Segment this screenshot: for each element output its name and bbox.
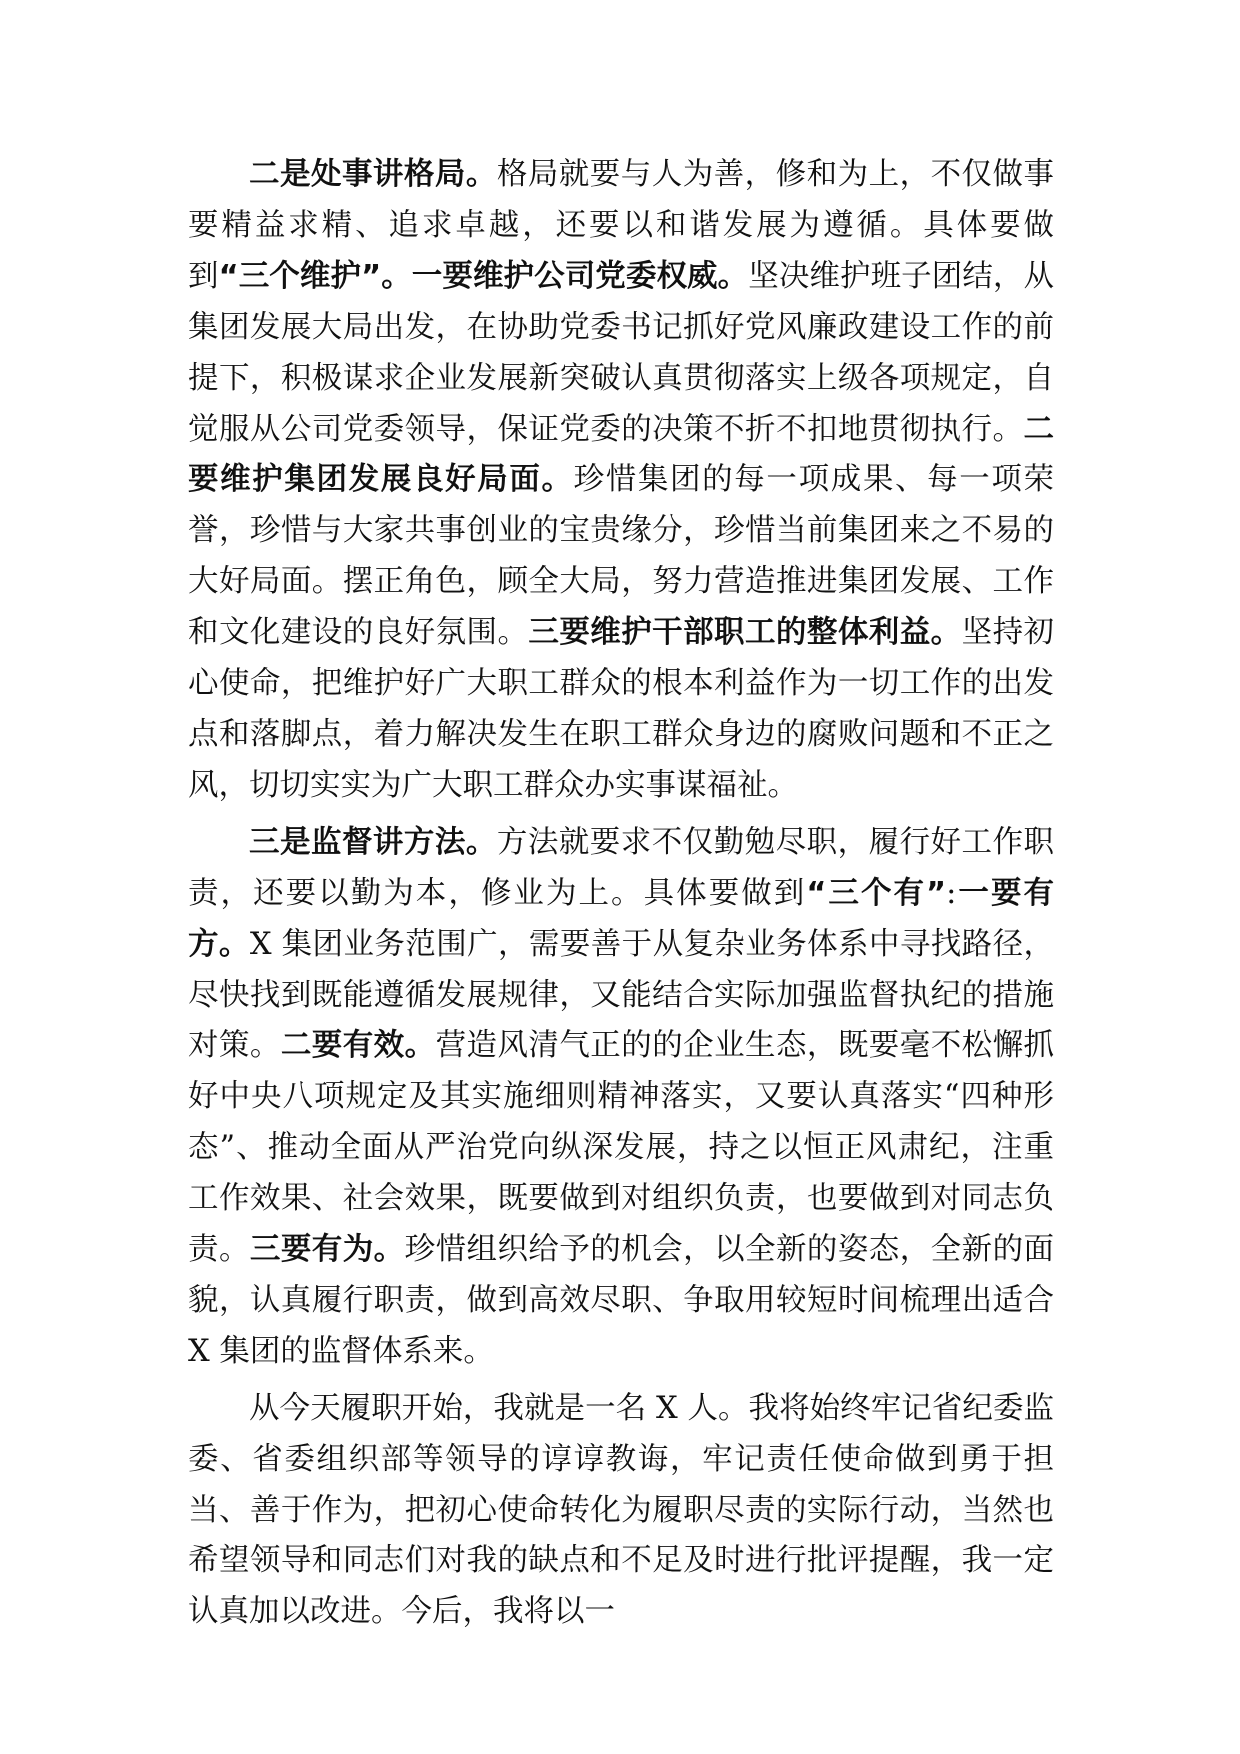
paragraph-closing (188, 1384, 1054, 1639)
body-run: 从今天履职开始，我就是一名 X 人。我将始终牢记省纪委监委、省委组织部等领导的谆谆教诲，牢记责任使命做到勇于担当、善于作为，把初心使命转化为履职尽责的实际行动，当然也希望领导和同志们对我的缺点和不足及时进行批评提醒，我一定认真加以改进。今后，我将以一 (188, 1390, 1054, 1630)
body-run: 营造风清气正的的企业生态，既要毫不松懈抓好中央八项规定及其实施细则精神落实，又要认真落实“四种形态”、推动全面从严治党向纵深发展，持之以恒正风肃纪，注重工作效果、社会效果，既要做到对组织负责，也要做到对同志负责。 (188, 1028, 1055, 1268)
body-run: : (946, 875, 957, 911)
heading-run: “三个有” (806, 875, 947, 911)
heading-run: 二是处事讲格局。 (249, 157, 497, 192)
paragraph-supervision-method (188, 818, 1054, 1378)
heading-run: 二要有效。 (280, 1028, 436, 1064)
body-run: 珍惜集团的每一项成果、每一项荣誉，珍惜与大家共事创业的宝贵缘分，珍惜当前集团来之不易的大好局面。摆正角色，顾全大局，努力营造推进集团发展、工作和文化建设的良好氛围。 (188, 462, 1055, 651)
heading-run: 三是监督讲方法。 (249, 824, 497, 860)
heading-run: “三个维护”。一要维护公司党委权威。 (218, 258, 749, 294)
heading-run: 三要维护干部职工的整体利益。 (528, 615, 962, 651)
body-run: X 集团业务范围广，需要善于从复杂业务体系中寻找路径，尽快找到既能遵循发展规律，又能结合实际加强监督执纪的措施对策。 (188, 926, 1054, 1064)
paragraph-pattern-section (188, 150, 1054, 812)
heading-run: 一要有方。 (188, 875, 1055, 962)
heading-run: 三要有为。 (249, 1232, 405, 1268)
body-run: 格局就要与人为善，修和为上，不仅做事要精益求精、追求卓越，还要以和谐发展为遵循。具体要做到 (188, 157, 1055, 294)
body-run: 珍惜组织给予的机会，以全新的姿态，全新的面貌，认真履行职责，做到高效尽职、争取用较短时间梳理出适合 X 集团的监督体系来。 (188, 1232, 1055, 1369)
body-run: 坚决维护班子团结，从集团发展大局出发，在协助党委书记抓好党风廉政建设工作的前提下，积极谋求企业发展新突破认真贯彻落实上级各项规定，自觉服从公司党委领导，保证党委的决策不折不扣地贯彻执行。 (188, 258, 1055, 447)
document-body (188, 150, 1054, 1644)
heading-run: 二要维护集团发展良好局面。 (188, 411, 1054, 498)
body-run: 坚持初心使命，把维护好广大职工群众的根本利益作为一切工作的出发点和落脚点，着力解决发生在职工群众身边的腐败问题和不正之风，切切实实为广大职工群众办实事谋福祉。 (188, 615, 1055, 803)
body-run: 方法就要求不仅勤勉尽职，履行好工作职责，还要以勤为本，修业为上。具体要做到 (188, 824, 1055, 911)
